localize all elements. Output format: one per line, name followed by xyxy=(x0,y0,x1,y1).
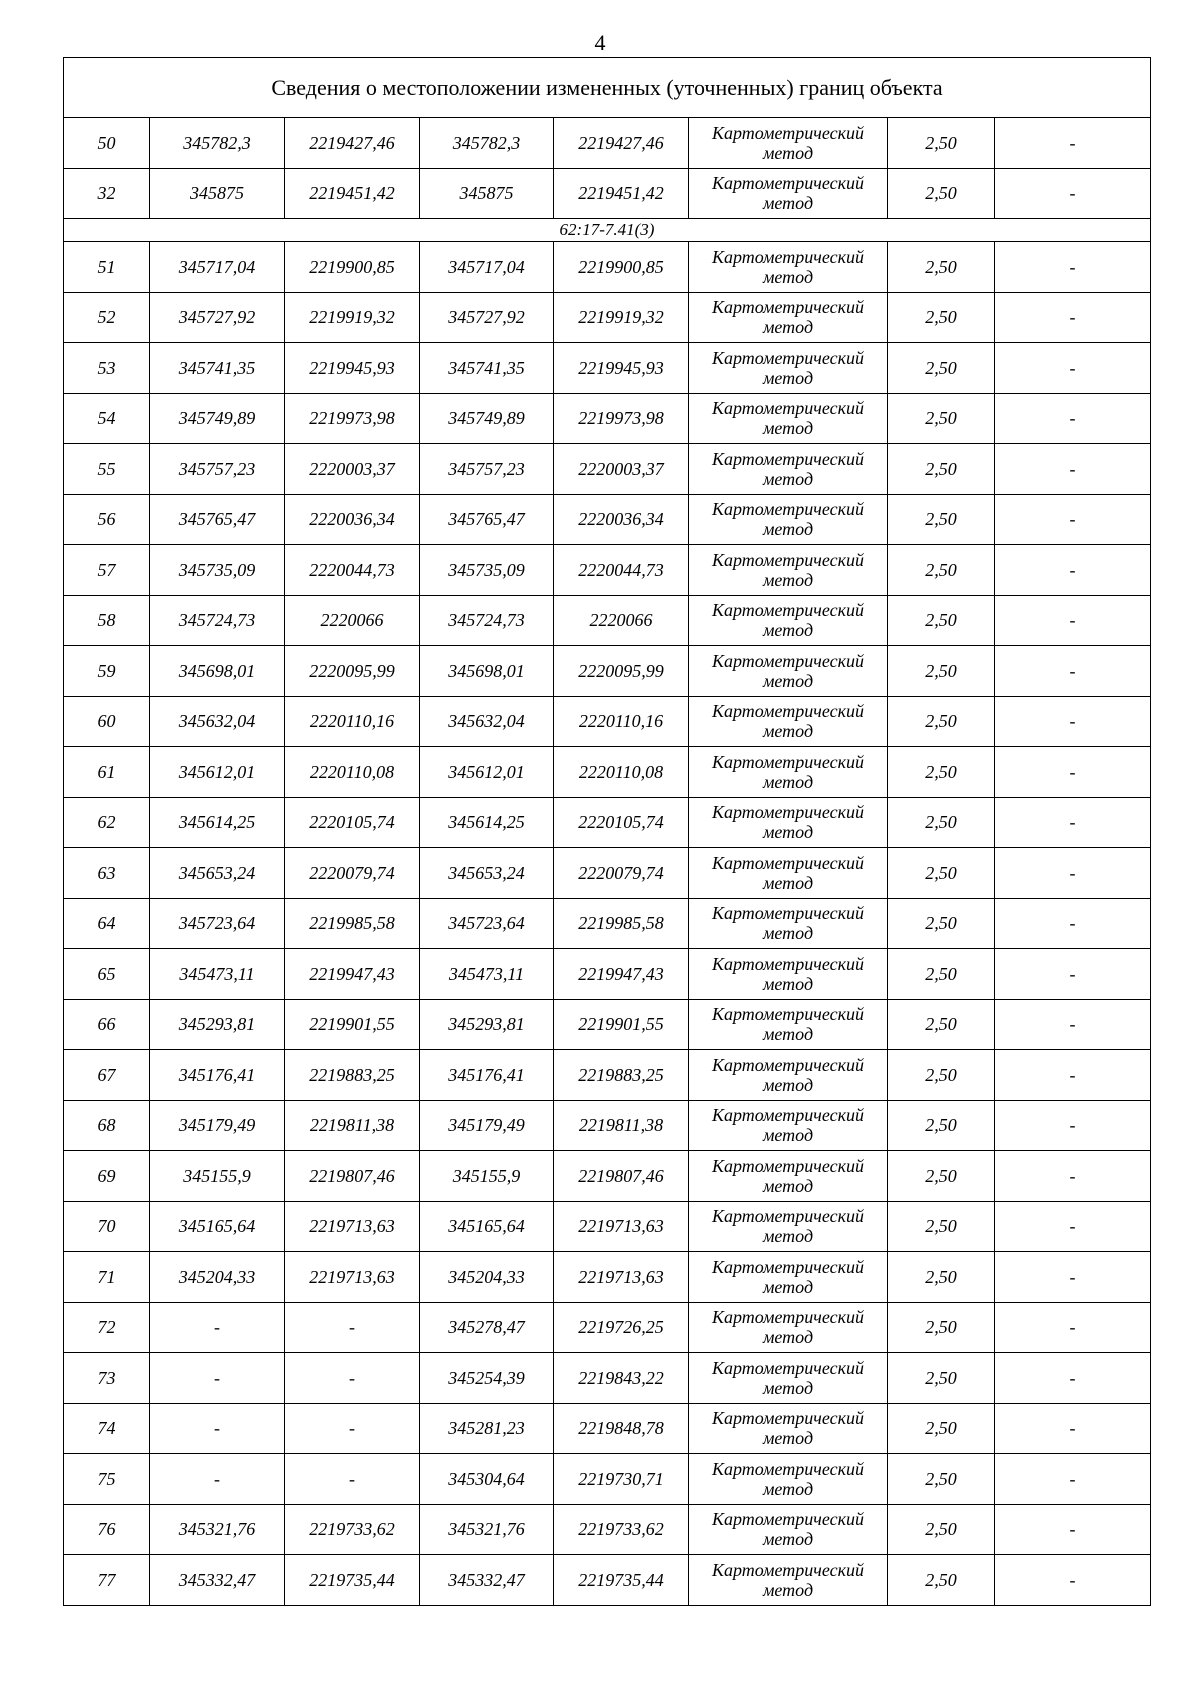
accuracy-cell: 2,50 xyxy=(888,393,995,444)
method-cell: Картометрический метод xyxy=(689,646,888,697)
method-cell: Картометрический метод xyxy=(689,1151,888,1202)
existing-y-cell: 2220044,73 xyxy=(285,545,420,596)
table-row xyxy=(64,1302,1151,1353)
note-cell: - xyxy=(995,292,1151,343)
existing-x-cell: - xyxy=(150,1403,285,1454)
accuracy-cell: 2,50 xyxy=(888,848,995,899)
point-number-cell: 69 xyxy=(64,1151,150,1202)
existing-x-cell: - xyxy=(150,1454,285,1505)
note-cell: - xyxy=(995,797,1151,848)
note-cell: - xyxy=(995,1050,1151,1101)
method-cell: Картометрический метод xyxy=(689,747,888,798)
table-row xyxy=(64,747,1151,798)
method-cell: Картометрический метод xyxy=(689,393,888,444)
existing-x-cell: 345724,73 xyxy=(150,595,285,646)
accuracy-cell: 2,50 xyxy=(888,646,995,697)
table-row xyxy=(64,1403,1151,1454)
point-number-cell: 32 xyxy=(64,168,150,219)
refined-x-cell: 345612,01 xyxy=(420,747,554,798)
refined-y-cell: 2220066 xyxy=(554,595,689,646)
note-cell: - xyxy=(995,999,1151,1050)
refined-x-cell: 345204,33 xyxy=(420,1252,554,1303)
page-number: 4 xyxy=(594,30,606,55)
method-cell: Картометрический метод xyxy=(689,545,888,596)
existing-x-cell: 345632,04 xyxy=(150,696,285,747)
table-row xyxy=(64,1353,1151,1404)
accuracy-cell: 2,50 xyxy=(888,343,995,394)
refined-x-cell: 345293,81 xyxy=(420,999,554,1050)
existing-x-cell: - xyxy=(150,1353,285,1404)
refined-y-cell: 2220036,34 xyxy=(554,494,689,545)
accuracy-cell: 2,50 xyxy=(888,242,995,293)
table-row xyxy=(64,646,1151,697)
existing-y-cell: 2219735,44 xyxy=(285,1555,420,1606)
existing-y-cell: 2219807,46 xyxy=(285,1151,420,1202)
refined-y-cell: 2219973,98 xyxy=(554,393,689,444)
existing-y-cell: - xyxy=(285,1403,420,1454)
refined-x-cell: 345765,47 xyxy=(420,494,554,545)
refined-y-cell: 2219848,78 xyxy=(554,1403,689,1454)
method-cell: Картометрический метод xyxy=(689,999,888,1050)
refined-y-cell: 2219730,71 xyxy=(554,1454,689,1505)
method-cell: Картометрический метод xyxy=(689,898,888,949)
note-cell: - xyxy=(995,393,1151,444)
refined-y-cell: 2219733,62 xyxy=(554,1504,689,1555)
accuracy-cell: 2,50 xyxy=(888,1454,995,1505)
section-label: 62:17-7.41(3) xyxy=(64,219,1151,242)
existing-x-cell: 345875 xyxy=(150,168,285,219)
accuracy-cell: 2,50 xyxy=(888,292,995,343)
accuracy-cell: 2,50 xyxy=(888,1504,995,1555)
method-cell: Картометрический метод xyxy=(689,1201,888,1252)
existing-x-cell: 345332,47 xyxy=(150,1555,285,1606)
existing-x-cell: 345717,04 xyxy=(150,242,285,293)
refined-x-cell: 345735,09 xyxy=(420,545,554,596)
refined-x-cell: 345727,92 xyxy=(420,292,554,343)
accuracy-cell: 2,50 xyxy=(888,168,995,219)
existing-y-cell: 2220066 xyxy=(285,595,420,646)
table-row xyxy=(64,343,1151,394)
note-cell: - xyxy=(995,1302,1151,1353)
refined-y-cell: 2219843,22 xyxy=(554,1353,689,1404)
method-cell: Картометрический метод xyxy=(689,797,888,848)
refined-y-cell: 2220110,08 xyxy=(554,747,689,798)
accuracy-cell: 2,50 xyxy=(888,949,995,1000)
method-cell: Картометрический метод xyxy=(689,848,888,899)
existing-y-cell: 2219900,85 xyxy=(285,242,420,293)
existing-x-cell: 345749,89 xyxy=(150,393,285,444)
refined-x-cell: 345782,3 xyxy=(420,118,554,169)
point-number-cell: 76 xyxy=(64,1504,150,1555)
existing-x-cell: 345179,49 xyxy=(150,1100,285,1151)
method-cell: Картометрический метод xyxy=(689,343,888,394)
table-row xyxy=(64,797,1151,848)
refined-x-cell: 345155,9 xyxy=(420,1151,554,1202)
refined-y-cell: 2220110,16 xyxy=(554,696,689,747)
refined-x-cell: 345176,41 xyxy=(420,1050,554,1101)
table-row xyxy=(64,1454,1151,1505)
table-title: Сведения о местоположении измененных (уточненных) границ объекта xyxy=(64,58,1151,118)
method-cell: Картометрический метод xyxy=(689,1050,888,1101)
note-cell: - xyxy=(995,1100,1151,1151)
existing-y-cell: 2220036,34 xyxy=(285,494,420,545)
accuracy-cell: 2,50 xyxy=(888,1403,995,1454)
existing-y-cell: 2220079,74 xyxy=(285,848,420,899)
point-number-cell: 52 xyxy=(64,292,150,343)
point-number-cell: 55 xyxy=(64,444,150,495)
note-cell: - xyxy=(995,848,1151,899)
accuracy-cell: 2,50 xyxy=(888,898,995,949)
table-row xyxy=(64,545,1151,596)
note-cell: - xyxy=(995,898,1151,949)
refined-y-cell: 2219427,46 xyxy=(554,118,689,169)
refined-x-cell: 345875 xyxy=(420,168,554,219)
refined-x-cell: 345723,64 xyxy=(420,898,554,949)
table-row xyxy=(64,595,1151,646)
existing-y-cell: - xyxy=(285,1353,420,1404)
refined-y-cell: 2219985,58 xyxy=(554,898,689,949)
refined-y-cell: 2219451,42 xyxy=(554,168,689,219)
note-cell: - xyxy=(995,118,1151,169)
boundary-coordinates-table xyxy=(63,57,1151,1606)
refined-y-cell: 2220095,99 xyxy=(554,646,689,697)
point-number-cell: 56 xyxy=(64,494,150,545)
refined-x-cell: 345717,04 xyxy=(420,242,554,293)
table-row xyxy=(64,1555,1151,1606)
note-cell: - xyxy=(995,747,1151,798)
method-cell: Картометрический метод xyxy=(689,696,888,747)
existing-y-cell: 2220110,08 xyxy=(285,747,420,798)
refined-x-cell: 345698,01 xyxy=(420,646,554,697)
point-number-cell: 58 xyxy=(64,595,150,646)
point-number-cell: 57 xyxy=(64,545,150,596)
accuracy-cell: 2,50 xyxy=(888,444,995,495)
refined-y-cell: 2219713,63 xyxy=(554,1201,689,1252)
accuracy-cell: 2,50 xyxy=(888,595,995,646)
existing-x-cell: - xyxy=(150,1302,285,1353)
note-cell: - xyxy=(995,949,1151,1000)
refined-x-cell: 345321,76 xyxy=(420,1504,554,1555)
refined-y-cell: 2219807,46 xyxy=(554,1151,689,1202)
existing-x-cell: 345321,76 xyxy=(150,1504,285,1555)
refined-x-cell: 345741,35 xyxy=(420,343,554,394)
table-row xyxy=(64,999,1151,1050)
refined-y-cell: 2219919,32 xyxy=(554,292,689,343)
existing-y-cell: 2219985,58 xyxy=(285,898,420,949)
existing-x-cell: 345757,23 xyxy=(150,444,285,495)
existing-x-cell: 345612,01 xyxy=(150,747,285,798)
method-cell: Картометрический метод xyxy=(689,1100,888,1151)
refined-x-cell: 345281,23 xyxy=(420,1403,554,1454)
refined-y-cell: 2220044,73 xyxy=(554,545,689,596)
existing-x-cell: 345293,81 xyxy=(150,999,285,1050)
existing-y-cell: 2220003,37 xyxy=(285,444,420,495)
table-row xyxy=(64,898,1151,949)
existing-x-cell: 345155,9 xyxy=(150,1151,285,1202)
point-number-cell: 61 xyxy=(64,747,150,798)
accuracy-cell: 2,50 xyxy=(888,999,995,1050)
note-cell: - xyxy=(995,1504,1151,1555)
refined-y-cell: 2219900,85 xyxy=(554,242,689,293)
refined-x-cell: 345179,49 xyxy=(420,1100,554,1151)
refined-y-cell: 2219735,44 xyxy=(554,1555,689,1606)
table-row xyxy=(64,168,1151,219)
point-number-cell: 59 xyxy=(64,646,150,697)
refined-x-cell: 345653,24 xyxy=(420,848,554,899)
table-row xyxy=(64,242,1151,293)
existing-x-cell: 345473,11 xyxy=(150,949,285,1000)
point-number-cell: 74 xyxy=(64,1403,150,1454)
note-cell: - xyxy=(995,1403,1151,1454)
point-number-cell: 53 xyxy=(64,343,150,394)
table-row xyxy=(64,292,1151,343)
point-number-cell: 51 xyxy=(64,242,150,293)
existing-x-cell: 345698,01 xyxy=(150,646,285,697)
point-number-cell: 67 xyxy=(64,1050,150,1101)
method-cell: Картометрический метод xyxy=(689,1454,888,1505)
method-cell: Картометрический метод xyxy=(689,1252,888,1303)
table-row xyxy=(64,1151,1151,1202)
refined-y-cell: 2220003,37 xyxy=(554,444,689,495)
method-cell: Картометрический метод xyxy=(689,292,888,343)
refined-y-cell: 2220105,74 xyxy=(554,797,689,848)
table-row xyxy=(64,1201,1151,1252)
table-row xyxy=(64,1252,1151,1303)
table-row xyxy=(64,393,1151,444)
point-number-cell: 70 xyxy=(64,1201,150,1252)
refined-x-cell: 345278,47 xyxy=(420,1302,554,1353)
existing-y-cell: 2220110,16 xyxy=(285,696,420,747)
method-cell: Картометрический метод xyxy=(689,444,888,495)
method-cell: Картометрический метод xyxy=(689,595,888,646)
refined-y-cell: 2219901,55 xyxy=(554,999,689,1050)
accuracy-cell: 2,50 xyxy=(888,1050,995,1101)
table-row xyxy=(64,1504,1151,1555)
refined-y-cell: 2219947,43 xyxy=(554,949,689,1000)
existing-y-cell: 2219451,42 xyxy=(285,168,420,219)
refined-x-cell: 345304,64 xyxy=(420,1454,554,1505)
point-number-cell: 54 xyxy=(64,393,150,444)
existing-y-cell: 2219811,38 xyxy=(285,1100,420,1151)
accuracy-cell: 2,50 xyxy=(888,797,995,848)
refined-x-cell: 345757,23 xyxy=(420,444,554,495)
existing-x-cell: 345782,3 xyxy=(150,118,285,169)
point-number-cell: 64 xyxy=(64,898,150,949)
method-cell: Картометрический метод xyxy=(689,1353,888,1404)
accuracy-cell: 2,50 xyxy=(888,1151,995,1202)
accuracy-cell: 2,50 xyxy=(888,1302,995,1353)
note-cell: - xyxy=(995,646,1151,697)
existing-y-cell: 2219883,25 xyxy=(285,1050,420,1101)
note-cell: - xyxy=(995,545,1151,596)
method-cell: Картометрический метод xyxy=(689,118,888,169)
method-cell: Картометрический метод xyxy=(689,242,888,293)
point-number-cell: 73 xyxy=(64,1353,150,1404)
note-cell: - xyxy=(995,595,1151,646)
point-number-cell: 63 xyxy=(64,848,150,899)
refined-x-cell: 345473,11 xyxy=(420,949,554,1000)
table-row xyxy=(64,848,1151,899)
refined-y-cell: 2219726,25 xyxy=(554,1302,689,1353)
point-number-cell: 60 xyxy=(64,696,150,747)
note-cell: - xyxy=(995,444,1151,495)
refined-y-cell: 2220079,74 xyxy=(554,848,689,899)
existing-y-cell: 2219901,55 xyxy=(285,999,420,1050)
refined-y-cell: 2219713,63 xyxy=(554,1252,689,1303)
existing-y-cell: - xyxy=(285,1454,420,1505)
accuracy-cell: 2,50 xyxy=(888,747,995,798)
existing-x-cell: 345204,33 xyxy=(150,1252,285,1303)
refined-x-cell: 345614,25 xyxy=(420,797,554,848)
existing-y-cell: 2219919,32 xyxy=(285,292,420,343)
refined-y-cell: 2219811,38 xyxy=(554,1100,689,1151)
method-cell: Картометрический метод xyxy=(689,1403,888,1454)
note-cell: - xyxy=(995,168,1151,219)
table-row xyxy=(64,1050,1151,1101)
accuracy-cell: 2,50 xyxy=(888,494,995,545)
point-number-cell: 77 xyxy=(64,1555,150,1606)
point-number-cell: 66 xyxy=(64,999,150,1050)
existing-y-cell: 2219947,43 xyxy=(285,949,420,1000)
existing-y-cell: 2219733,62 xyxy=(285,1504,420,1555)
table-row xyxy=(64,696,1151,747)
method-cell: Картометрический метод xyxy=(689,1555,888,1606)
note-cell: - xyxy=(995,696,1151,747)
table-row xyxy=(64,118,1151,169)
note-cell: - xyxy=(995,1353,1151,1404)
existing-y-cell: - xyxy=(285,1302,420,1353)
note-cell: - xyxy=(995,1151,1151,1202)
refined-x-cell: 345332,47 xyxy=(420,1555,554,1606)
refined-x-cell: 345165,64 xyxy=(420,1201,554,1252)
note-cell: - xyxy=(995,343,1151,394)
accuracy-cell: 2,50 xyxy=(888,545,995,596)
note-cell: - xyxy=(995,1454,1151,1505)
accuracy-cell: 2,50 xyxy=(888,1100,995,1151)
accuracy-cell: 2,50 xyxy=(888,696,995,747)
note-cell: - xyxy=(995,1252,1151,1303)
existing-x-cell: 345723,64 xyxy=(150,898,285,949)
accuracy-cell: 2,50 xyxy=(888,118,995,169)
refined-y-cell: 2219883,25 xyxy=(554,1050,689,1101)
table-row xyxy=(64,949,1151,1000)
existing-y-cell: 2220105,74 xyxy=(285,797,420,848)
refined-x-cell: 345749,89 xyxy=(420,393,554,444)
existing-x-cell: 345176,41 xyxy=(150,1050,285,1101)
method-cell: Картометрический метод xyxy=(689,1302,888,1353)
note-cell: - xyxy=(995,1201,1151,1252)
method-cell: Картометрический метод xyxy=(689,494,888,545)
point-number-cell: 72 xyxy=(64,1302,150,1353)
existing-y-cell: 2219973,98 xyxy=(285,393,420,444)
accuracy-cell: 2,50 xyxy=(888,1252,995,1303)
existing-x-cell: 345165,64 xyxy=(150,1201,285,1252)
point-number-cell: 65 xyxy=(64,949,150,1000)
table-row xyxy=(64,444,1151,495)
note-cell: - xyxy=(995,1555,1151,1606)
existing-x-cell: 345765,47 xyxy=(150,494,285,545)
note-cell: - xyxy=(995,494,1151,545)
method-cell: Картометрический метод xyxy=(689,949,888,1000)
accuracy-cell: 2,50 xyxy=(888,1555,995,1606)
method-cell: Картометрический метод xyxy=(689,1504,888,1555)
table-title-row xyxy=(64,58,1151,118)
method-cell: Картометрический метод xyxy=(689,168,888,219)
point-number-cell: 50 xyxy=(64,118,150,169)
existing-x-cell: 345741,35 xyxy=(150,343,285,394)
refined-y-cell: 2219945,93 xyxy=(554,343,689,394)
table-row xyxy=(64,1100,1151,1151)
existing-y-cell: 2219427,46 xyxy=(285,118,420,169)
point-number-cell: 68 xyxy=(64,1100,150,1151)
point-number-cell: 71 xyxy=(64,1252,150,1303)
refined-x-cell: 345724,73 xyxy=(420,595,554,646)
existing-y-cell: 2219713,63 xyxy=(285,1201,420,1252)
refined-x-cell: 345254,39 xyxy=(420,1353,554,1404)
existing-x-cell: 345727,92 xyxy=(150,292,285,343)
note-cell: - xyxy=(995,242,1151,293)
refined-x-cell: 345632,04 xyxy=(420,696,554,747)
table-row xyxy=(64,494,1151,545)
existing-x-cell: 345735,09 xyxy=(150,545,285,596)
section-label-row xyxy=(64,219,1151,242)
accuracy-cell: 2,50 xyxy=(888,1201,995,1252)
accuracy-cell: 2,50 xyxy=(888,1353,995,1404)
point-number-cell: 75 xyxy=(64,1454,150,1505)
existing-y-cell: 2219945,93 xyxy=(285,343,420,394)
point-number-cell: 62 xyxy=(64,797,150,848)
existing-x-cell: 345653,24 xyxy=(150,848,285,899)
existing-x-cell: 345614,25 xyxy=(150,797,285,848)
existing-y-cell: 2220095,99 xyxy=(285,646,420,697)
existing-y-cell: 2219713,63 xyxy=(285,1252,420,1303)
